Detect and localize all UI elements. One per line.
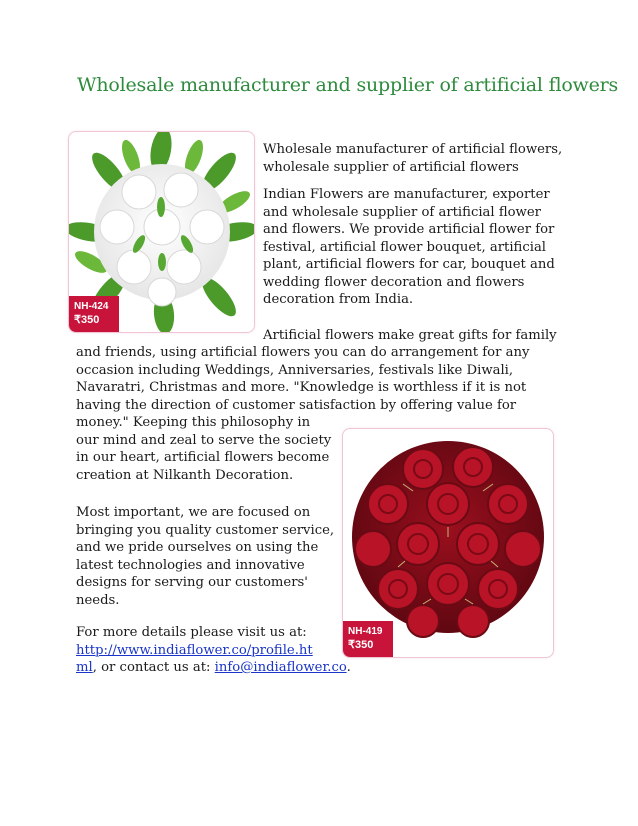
product-price: ₹350: [348, 639, 374, 651]
product-price: ₹350: [74, 314, 100, 326]
intro-block: [263, 141, 563, 309]
email-link[interactable]: info@indiaflower.co: [214, 660, 347, 675]
profile-link-continued[interactable]: ml: [76, 660, 93, 675]
gift-line-6: our mind and zeal to serve the society: [76, 432, 332, 448]
service-line: and we pride ourselves on using the: [76, 540, 319, 555]
service-line: latest technologies and innovative: [76, 557, 305, 573]
service-line: Most important, we are focused on: [76, 505, 311, 520]
contact-prefix: For more details please visit us at:: [76, 625, 307, 640]
gift-line-5: money." Keeping this philosophy in: [76, 415, 311, 430]
gift-line-7: in our heart, artificial flowers become: [76, 450, 330, 465]
product-code: NH-419: [348, 626, 383, 637]
service-line: bringing you quality customer service,: [76, 522, 335, 538]
gift-line-0: Artificial flowers make great gifts for family: [263, 328, 557, 343]
gift-line-1: and friends, using artificial flowers you can do arrangement for any: [76, 345, 530, 360]
service-paragraph: [76, 504, 340, 609]
contact-middle: , or contact us at:: [92, 660, 215, 675]
description-paragraph: Indian Flowers are manufacturer, exporter and wholesale supplier of artificial flower and flowers. We provide artificial flower for festival, artificial flower bouquet, artificial plant, artificial flowers for car, bouquet and wedding flower decoration and flowers decoration from India.: [263, 187, 555, 307]
gift-line-3: Navaratri, Christmas and more. "Knowledge is worthless if it is not: [76, 380, 527, 395]
white-bouquet-image: [68, 131, 255, 333]
red-rose-bouquet-image: [342, 428, 554, 658]
profile-link[interactable]: http://www.indiaflower.co/profile.ht: [76, 642, 313, 658]
contact-suffix: .: [346, 660, 351, 675]
gift-line-2: occasion including Weddings, Anniversaries, festivals like Diwali,: [76, 362, 514, 378]
gift-paragraph-start: [263, 327, 583, 345]
service-line: designs for serving our customers': [76, 575, 308, 590]
product-code: NH-424: [74, 301, 109, 312]
gift-line-4: having the direction of customer satisfaction by offering value for: [76, 397, 517, 413]
service-line: needs.: [76, 592, 120, 608]
intro-paragraph: Wholesale manufacturer of artificial flowers, wholesale supplier of artificial flowers: [263, 142, 563, 175]
contact-paragraph: [76, 624, 366, 677]
gift-line-8: creation at Nilkanth Decoration.: [76, 467, 294, 483]
product-badge: [69, 296, 119, 332]
page-title: Wholesale manufacturer and supplier of artificial flowers: [77, 74, 619, 96]
